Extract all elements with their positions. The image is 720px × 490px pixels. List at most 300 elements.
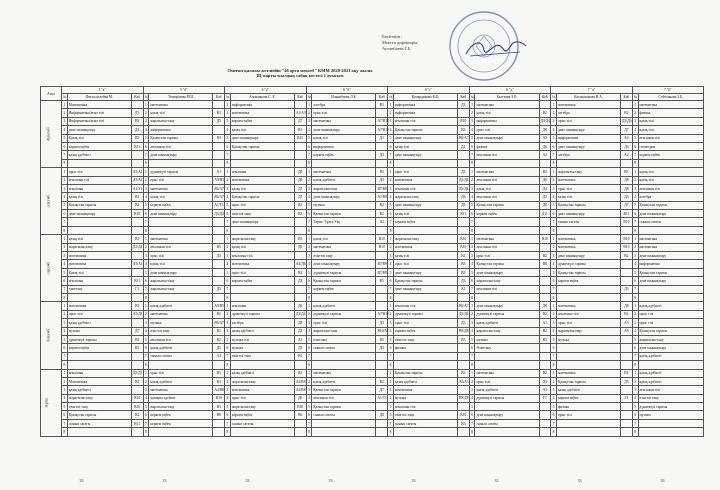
header-teacher-row (41, 94, 704, 101)
cabinet-cell: Д8 (539, 302, 551, 310)
subject-cell: математика (638, 101, 703, 109)
day-label (41, 101, 62, 168)
header-class-grade: 6 "г" (388, 87, 470, 94)
lesson-row (41, 210, 704, 218)
cabinet-cell (621, 293, 633, 301)
lesson-row (41, 134, 704, 142)
subject-cell: өзін-өзі тану (638, 394, 703, 402)
lesson-number: 2 (143, 243, 149, 251)
cabinet-cell: В6/А7 (457, 134, 469, 142)
subject-cell: жаратылыстану (556, 327, 620, 335)
header-lesson-number: № (226, 95, 230, 99)
subject-cell: көркем еңбек (556, 277, 620, 285)
lesson-number: 4 (388, 394, 394, 402)
lesson-number: 8 (306, 293, 312, 301)
cabinet-cell: В3 (457, 126, 469, 134)
subject-cell: қазақ әдебиеті (312, 302, 376, 310)
lesson-number: 3 (551, 184, 557, 192)
subject-cell: Қазақстан тарихы (312, 210, 376, 218)
cabinet-cell (376, 252, 388, 260)
lesson-number: 7 (306, 419, 312, 427)
cabinet-cell (457, 226, 469, 234)
subject-cell (67, 293, 131, 301)
subject-cell: Қазақстан тарихы (312, 403, 376, 411)
lesson-row (41, 361, 704, 369)
lesson-number: 4 (306, 327, 312, 335)
subject-cell: математика (556, 235, 620, 243)
subject-cell: математика (393, 386, 457, 394)
subject-cell: қазақ әдебиеті (67, 151, 131, 159)
subject-cell: қазақ әдебиеті (67, 386, 131, 394)
lesson-number: 6 (551, 411, 557, 419)
lesson-number: 5 (551, 268, 557, 276)
lesson-row (41, 184, 704, 192)
lesson-number: 4 (143, 394, 149, 402)
cabinet-cell: В11 (131, 419, 143, 427)
subject-cell: дене шынықтыру (638, 252, 703, 260)
lesson-number: 3 (61, 117, 67, 125)
subject-cell: физика (393, 344, 457, 352)
lesson-number: 7 (632, 419, 638, 427)
subject-cell (638, 361, 703, 369)
cabinet-cell: В2 (457, 252, 469, 260)
subject-cell: математика (149, 101, 213, 109)
cabinet-cell (213, 151, 225, 159)
lesson-number: 8 (632, 226, 638, 234)
subject-cell: қазақ тілі (312, 134, 376, 142)
subject-cell: дене шынықтыру (393, 151, 457, 159)
cabinet-cell: А5/А1 (131, 168, 143, 176)
cabinet-cell: Д3 (621, 193, 633, 201)
subject-cell: орыс тілі (475, 377, 539, 385)
lesson-number: 3 (551, 117, 557, 125)
subject-cell: дене шынықтыру (312, 126, 376, 134)
subject-cell: өзін-өзі тану (149, 327, 213, 335)
lesson-number: 2 (306, 109, 312, 117)
subject-cell: дене шынықтыру (556, 126, 620, 134)
cabinet-cell: В11 (457, 210, 469, 218)
lesson-number: 4 (551, 327, 557, 335)
subject-cell (638, 159, 703, 167)
cabinet-cell (539, 268, 551, 276)
lesson-number: 6 (551, 210, 557, 218)
subject-cell: сынып сағаты (638, 218, 703, 226)
lesson-number: 2 (551, 310, 557, 318)
lesson-number: 1 (632, 101, 638, 109)
lesson-row (41, 344, 704, 352)
lesson-number: 6 (388, 344, 394, 352)
subject-cell (393, 159, 457, 167)
subject-cell: қазақ әдебиеті (312, 377, 376, 385)
cabinet-cell: Д8 (539, 201, 551, 209)
cabinet-cell (376, 302, 388, 310)
subject-cell: дене шынықтыру (475, 411, 539, 419)
subject-cell: жаратылыстану (638, 335, 703, 343)
lesson-number: 8 (306, 159, 312, 167)
cabinet-cell (621, 101, 633, 109)
lesson-number: 2 (225, 243, 231, 251)
lesson-number: 2 (469, 310, 475, 318)
cabinet-cell: Д3/Д4 (131, 243, 143, 251)
weekly-hours-footer (40, 478, 704, 483)
lesson-number: 2 (388, 176, 394, 184)
lesson-number: 3 (225, 386, 231, 394)
lesson-number: 3 (306, 319, 312, 327)
lesson-row (41, 243, 704, 251)
lesson-number: 1 (632, 302, 638, 310)
lesson-number: 1 (632, 369, 638, 377)
cabinet-cell: В3 (294, 210, 306, 218)
cabinet-cell: В2 (539, 109, 551, 117)
cabinet-cell: А1/А3 (294, 109, 306, 117)
lesson-number: 1 (61, 369, 67, 377)
subject-cell: өзін-өзі тану (67, 403, 131, 411)
cabinet-cell (294, 218, 306, 226)
lesson-number: 4 (388, 327, 394, 335)
lesson-number: 1 (225, 168, 231, 176)
cabinet-cell: Д7 (294, 193, 306, 201)
subject-cell: сынып сағаты (67, 419, 131, 427)
cabinet-cell (294, 419, 306, 427)
cabinet-cell: В2 (539, 168, 551, 176)
subject-cell: дене шынықтыру (556, 252, 620, 260)
cabinet-cell: В10 (457, 117, 469, 125)
cabinet-cell: Д8 (376, 411, 388, 419)
subject-cell: қазақ тілі (230, 243, 294, 251)
lesson-number: 6 (225, 411, 231, 419)
lesson-number: 7 (143, 285, 149, 293)
lesson-number: 6 (143, 411, 149, 419)
lesson-number: 3 (61, 184, 67, 192)
subject-cell: орыс тілі (67, 310, 131, 318)
lesson-number: 7 (388, 151, 394, 159)
subject-cell: математика (149, 235, 213, 243)
cabinet-cell: В2 (213, 335, 225, 343)
cabinet-cell (294, 142, 306, 150)
approval-line-1: Бекітемін : (382, 34, 403, 39)
cabinet-cell: В3 (294, 369, 306, 377)
subject-cell: ағылшын (230, 168, 294, 176)
lesson-number: 3 (61, 252, 67, 260)
lesson-number: 5 (469, 201, 475, 209)
lesson-number: 7 (469, 419, 475, 427)
lesson-number: 7 (551, 419, 557, 427)
lesson-row (41, 419, 704, 427)
cabinet-cell: А5 (539, 134, 551, 142)
lesson-number: 2 (388, 310, 394, 318)
subject-cell: дене шынықтыру (67, 210, 131, 218)
cabinet-cell: В15 (294, 134, 306, 142)
cabinet-cell (621, 352, 633, 360)
cabinet-cell: В5 (131, 134, 143, 142)
lesson-number: 2 (632, 109, 638, 117)
subject-cell (638, 428, 703, 436)
subject-cell: өлкетану (67, 285, 131, 293)
subject-cell: жаратылыстану (475, 327, 539, 335)
lesson-number: 8 (225, 293, 231, 301)
lesson-number: 2 (61, 310, 67, 318)
cabinet-cell: Д9 (457, 201, 469, 209)
subject-cell: орыс тілі (230, 201, 294, 209)
cabinet-cell (294, 252, 306, 260)
cabinet-cell (539, 277, 551, 285)
subject-cell: қазақ тілі (475, 184, 539, 192)
lesson-number: 4 (551, 193, 557, 201)
lesson-number: 5 (306, 134, 312, 142)
cabinet-cell: А2 (376, 218, 388, 226)
lesson-number: 7 (469, 352, 475, 360)
subject-cell: музыка тілі (230, 335, 294, 343)
subject-cell: физика (638, 109, 703, 117)
cabinet-cell: А1 (539, 319, 551, 327)
cabinet-cell: Д11 (539, 210, 551, 218)
lesson-number: 5 (61, 335, 67, 343)
subject-cell (556, 419, 620, 427)
lesson-number: 6 (632, 210, 638, 218)
subject-cell: алгебра (556, 109, 620, 117)
subject-cell: математика (475, 101, 539, 109)
subject-cell: жаратылыстану (556, 168, 620, 176)
weekly-hours-total: 33 (328, 478, 333, 483)
subject-cell: информатика (393, 101, 457, 109)
subject-cell: ағылшын тілі (638, 184, 703, 192)
lesson-row (41, 235, 704, 243)
cabinet-cell (294, 361, 306, 369)
cabinet-cell: А1/Т1 (213, 201, 225, 209)
header-class-grade: 5 "а" (61, 87, 143, 94)
subject-cell: қазақ әдебиеті (556, 386, 620, 394)
cabinet-cell: А1 (457, 285, 469, 293)
lesson-number: 3 (306, 386, 312, 394)
subject-cell (475, 226, 539, 234)
subject-cell: ағылшын тілі (475, 176, 539, 184)
cabinet-cell (376, 226, 388, 234)
lesson-number: 2 (469, 109, 475, 117)
lesson-number: 8 (388, 293, 394, 301)
subject-cell: Қазақстан тарихы (475, 260, 539, 268)
subject-cell (556, 226, 620, 234)
cabinet-cell: В2 (376, 201, 388, 209)
subject-cell: көркем еңбек (149, 411, 213, 419)
subject-cell: дүниежүзі тарихы (556, 260, 620, 268)
cabinet-cell: В8 (539, 260, 551, 268)
lesson-number: 8 (61, 361, 67, 369)
cabinet-cell (131, 159, 143, 167)
lesson-number: 4 (143, 193, 149, 201)
cabinet-cell: Д3/Д4 (621, 117, 633, 125)
subject-cell: ағылшын тілі (475, 151, 539, 159)
cabinet-cell (457, 386, 469, 394)
subject-cell (67, 352, 131, 360)
subject-cell (393, 293, 457, 301)
lesson-number: 2 (143, 109, 149, 117)
subject-cell: музыка (67, 327, 131, 335)
subject-cell: қазақ әдебиеті (149, 302, 213, 310)
subject-cell: орыс тілі (312, 109, 376, 117)
lesson-number: 1 (61, 101, 67, 109)
subject-cell (393, 361, 457, 369)
lesson-number: 3 (61, 319, 67, 327)
lesson-number: 3 (632, 117, 638, 125)
lesson-number: 3 (469, 386, 475, 394)
lesson-number: 7 (469, 285, 475, 293)
lesson-number: 4 (469, 260, 475, 268)
cabinet-cell: В3 (213, 369, 225, 377)
lesson-number: 1 (306, 101, 312, 109)
subject-cell: Қазақстан тарихы (393, 277, 457, 285)
subject-cell: көркем еңбек (312, 151, 376, 159)
cabinet-cell (131, 361, 143, 369)
lesson-row (41, 193, 704, 201)
lesson-row (41, 369, 704, 377)
cabinet-cell: Д1 (457, 142, 469, 150)
subject-cell (230, 151, 294, 159)
subject-cell: ағылшын тілі (393, 117, 457, 125)
lesson-row (41, 117, 704, 125)
lesson-number: 5 (143, 201, 149, 209)
subject-cell: математика (230, 260, 294, 268)
lesson-number: 4 (469, 193, 475, 201)
lesson-number: 2 (388, 377, 394, 385)
cabinet-cell: Д5 (457, 168, 469, 176)
lesson-number: 6 (143, 344, 149, 352)
lesson-number: 3 (551, 386, 557, 394)
subject-cell: алгебра (556, 151, 620, 159)
cabinet-cell: В7/В9 (376, 184, 388, 192)
subject-cell: орыс тілі (149, 369, 213, 377)
header-cabinet: Каб (213, 94, 225, 101)
subject-cell: математика (475, 369, 539, 377)
lesson-number: 3 (632, 252, 638, 260)
cabinet-cell: В3 (131, 377, 143, 385)
cabinet-cell (621, 344, 633, 352)
day-label-text: дүйсенбі (46, 127, 51, 141)
subject-cell: көркем еңбек (149, 201, 213, 209)
cabinet-cell (131, 268, 143, 276)
lesson-number: 1 (551, 302, 557, 310)
lesson-number: 5 (61, 134, 67, 142)
lesson-number: 3 (388, 184, 394, 192)
cabinet-cell: В6/А7 (213, 184, 225, 192)
cabinet-cell (621, 226, 633, 234)
cabinet-cell: В10 (213, 394, 225, 402)
lesson-number: 6 (632, 411, 638, 419)
cabinet-cell: Д3 (376, 344, 388, 352)
cabinet-cell (539, 403, 551, 411)
subject-cell: музыка (638, 411, 703, 419)
subject-cell (556, 361, 620, 369)
cabinet-cell: В3 (131, 302, 143, 310)
lesson-number: 2 (143, 310, 149, 318)
subject-cell: сынып сағаты (312, 344, 376, 352)
day-label-text: жұма (44, 397, 49, 408)
weekly-hours-total: 33 (494, 478, 499, 483)
cabinet-cell: Д3 (131, 109, 143, 117)
lesson-number: 4 (632, 193, 638, 201)
subject-cell (556, 428, 620, 436)
lesson-row (41, 352, 704, 360)
header-class-grade: 6 "д" (469, 87, 551, 94)
lesson-number: 7 (225, 218, 231, 226)
subject-cell: қазақ әдебиеті (638, 352, 703, 360)
lesson-number: 4 (306, 193, 312, 201)
lesson-number: 8 (143, 361, 149, 369)
lesson-number: 5 (143, 335, 149, 343)
cabinet-cell: Д8 (621, 184, 633, 192)
subject-cell (475, 352, 539, 360)
subject-cell: Информатика/ағыл тілі (67, 109, 131, 117)
subject-cell: математика (475, 235, 539, 243)
subject-cell (475, 159, 539, 167)
cabinet-cell: Д3 (294, 277, 306, 285)
lesson-number: 4 (388, 193, 394, 201)
lesson-number: 8 (225, 361, 231, 369)
subject-cell: Қазақстан тарихы (67, 201, 131, 209)
subject-cell: жаратылыстану (149, 117, 213, 125)
lesson-number: 1 (61, 235, 67, 243)
header-class-teacher: Ильнибаева Л.Б. (312, 94, 376, 101)
lesson-number: 7 (632, 151, 638, 159)
cabinet-cell: А4/В8 (294, 377, 306, 385)
cabinet-cell (621, 159, 633, 167)
subject-cell: дүниежүзі тарихы (67, 335, 131, 343)
cabinet-cell: В2 (131, 335, 143, 343)
lesson-number: 7 (306, 285, 312, 293)
lesson-row (41, 293, 704, 301)
lesson-number: 8 (143, 159, 149, 167)
subject-cell: информатика (230, 101, 294, 109)
lesson-number: 6 (388, 210, 394, 218)
cabinet-cell: В3 (621, 168, 633, 176)
lesson-number: 5 (225, 403, 231, 411)
cabinet-cell: А5/Д1 (131, 310, 143, 318)
cabinet-cell: В10 (131, 403, 143, 411)
lesson-number: 2 (306, 243, 312, 251)
subject-cell: дүниежүзі тарихы (393, 310, 457, 318)
cabinet-cell: Д3 (213, 117, 225, 125)
subject-cell: қазақ әдебиеті (475, 386, 539, 394)
cabinet-cell (213, 293, 225, 301)
subject-cell: музыка (393, 394, 457, 402)
cabinet-cell: Д8 (539, 126, 551, 134)
lesson-number: 1 (306, 235, 312, 243)
subject-cell: дүниежүзі тарихы (638, 403, 703, 411)
cabinet-cell (621, 419, 633, 427)
subject-cell (312, 352, 376, 360)
subject-cell: математика (556, 369, 620, 377)
cabinet-cell (294, 285, 306, 293)
cabinet-cell: Д7 (131, 327, 143, 335)
cabinet-cell: Д5/Д1 (131, 369, 143, 377)
subject-cell: сынып сағаты (230, 419, 294, 427)
lesson-row (41, 268, 704, 276)
cabinet-cell: В3 (213, 134, 225, 142)
lesson-number: 7 (551, 285, 557, 293)
lesson-number: 8 (306, 361, 312, 369)
cabinet-cell: В2 (213, 327, 225, 335)
weekly-hours-total: 33 (577, 478, 582, 483)
lesson-number: 4 (143, 126, 149, 134)
subject-cell: математика (556, 101, 620, 109)
lesson-row (41, 327, 704, 335)
lesson-number: 5 (388, 134, 394, 142)
cabinet-cell: А3 (539, 386, 551, 394)
cabinet-cell (294, 101, 306, 109)
subject-cell (475, 361, 539, 369)
cabinet-cell (213, 419, 225, 427)
lesson-row (41, 403, 704, 411)
subject-cell (312, 159, 376, 167)
